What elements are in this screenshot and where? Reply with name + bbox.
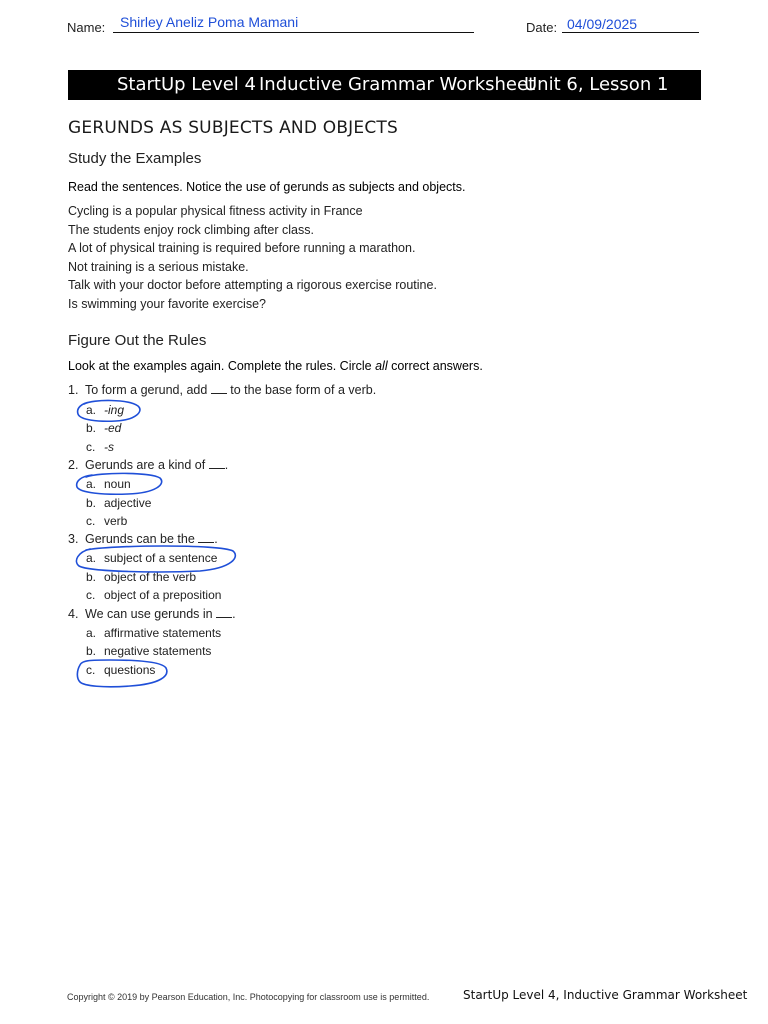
option-text: negative statements bbox=[104, 644, 212, 658]
question-text: Gerunds are a kind of bbox=[85, 458, 209, 472]
question-text: to the base form of a verb. bbox=[226, 383, 377, 397]
option-letter: c. bbox=[86, 440, 96, 454]
option-2c[interactable] bbox=[86, 514, 127, 528]
instruction-text: Look at the examples again. Complete the rules. Circle bbox=[68, 359, 376, 373]
option-4b[interactable] bbox=[86, 644, 211, 658]
option-1b[interactable] bbox=[86, 421, 121, 435]
example-sentence: Not training is a serious mistake. bbox=[68, 259, 249, 274]
option-letter: b. bbox=[86, 496, 97, 510]
option-3c[interactable] bbox=[86, 588, 221, 602]
option-letter: c. bbox=[86, 663, 96, 677]
question-number: 4. bbox=[68, 607, 79, 621]
name-label: Name: bbox=[67, 20, 106, 35]
option-text: -s bbox=[104, 440, 114, 454]
date-underline bbox=[562, 32, 699, 33]
banner-course: StartUp Level 4 bbox=[117, 74, 256, 95]
option-text: verb bbox=[104, 514, 128, 528]
option-letter: a. bbox=[86, 477, 97, 491]
option-text: -ed bbox=[104, 421, 122, 435]
study-instruction: Read the sentences. Notice the use of gerunds as subjects and objects. bbox=[68, 180, 466, 194]
question-1 bbox=[68, 383, 376, 397]
option-1c[interactable] bbox=[86, 440, 114, 454]
instruction-emphasis: all bbox=[375, 359, 388, 373]
option-letter: a. bbox=[86, 551, 97, 565]
option-letter: c. bbox=[86, 588, 96, 602]
answer-blank bbox=[211, 383, 227, 394]
option-letter: c. bbox=[86, 514, 96, 528]
question-3 bbox=[68, 532, 218, 546]
answer-blank bbox=[209, 458, 225, 469]
option-letter: a. bbox=[86, 403, 97, 417]
study-heading: Study the Examples bbox=[68, 150, 202, 167]
banner-unit: Unit 6, Lesson 1 bbox=[524, 74, 669, 95]
answer-blank bbox=[216, 607, 232, 618]
option-letter: b. bbox=[86, 570, 97, 584]
option-text: object of a preposition bbox=[104, 588, 222, 602]
option-2a[interactable] bbox=[86, 477, 131, 491]
worksheet-banner bbox=[68, 70, 701, 100]
question-text: Gerunds can be the bbox=[85, 532, 199, 546]
option-4a[interactable] bbox=[86, 626, 221, 640]
example-sentences bbox=[68, 202, 437, 314]
option-letter: a. bbox=[86, 626, 97, 640]
example-sentence: The students enjoy rock climbing after class. bbox=[68, 222, 314, 237]
option-3a[interactable] bbox=[86, 551, 217, 565]
option-text: affirmative statements bbox=[104, 626, 222, 640]
name-underline bbox=[113, 32, 474, 33]
page-title: GERUNDS AS SUBJECTS AND OBJECTS bbox=[68, 118, 398, 138]
option-letter: b. bbox=[86, 644, 97, 658]
question-number: 1. bbox=[68, 383, 79, 397]
instruction-text: correct answers. bbox=[387, 359, 483, 373]
question-text: . bbox=[232, 607, 236, 621]
option-letter: b. bbox=[86, 421, 97, 435]
option-1a[interactable] bbox=[86, 403, 124, 417]
example-sentence: Cycling is a popular physical fitness activity in France bbox=[68, 204, 363, 218]
option-text: subject of a sentence bbox=[104, 551, 218, 565]
option-text: object of the verb bbox=[104, 570, 197, 584]
question-4 bbox=[68, 607, 236, 621]
copyright-note: Copyright © 2019 by Pearson Education, Inc. Photocopying for classroom use is permitted. bbox=[67, 992, 430, 1002]
banner-worksheet: Inductive Grammar Worksheet bbox=[259, 74, 536, 95]
footer-worksheet-title: StartUp Level 4, Inductive Grammar Worksheet bbox=[463, 988, 748, 1002]
option-text: questions bbox=[104, 663, 156, 677]
rules-heading: Figure Out the Rules bbox=[68, 332, 207, 349]
option-4c[interactable] bbox=[86, 663, 155, 677]
answer-blank bbox=[198, 532, 214, 543]
question-text: . bbox=[214, 532, 218, 546]
date-label: Date: bbox=[526, 20, 558, 35]
question-text: We can use gerunds in bbox=[85, 607, 217, 621]
question-number: 2. bbox=[68, 458, 79, 472]
example-sentence: Is swimming your favorite exercise? bbox=[68, 296, 266, 311]
option-3b[interactable] bbox=[86, 570, 196, 584]
option-text: noun bbox=[104, 477, 131, 491]
example-sentence: Talk with your doctor before attempting a rigorous exercise routine. bbox=[68, 278, 437, 293]
option-text: adjective bbox=[104, 496, 152, 510]
question-number: 3. bbox=[68, 532, 79, 546]
rules-instruction bbox=[68, 359, 483, 373]
name-field[interactable]: Shirley Aneliz Poma Mamani bbox=[120, 14, 299, 30]
example-sentence: A lot of physical training is required before running a marathon. bbox=[68, 241, 416, 256]
question-text: To form a gerund, add bbox=[85, 383, 211, 397]
option-text: -ing bbox=[104, 403, 125, 417]
question-2 bbox=[68, 458, 228, 472]
option-2b[interactable] bbox=[86, 496, 151, 510]
date-field[interactable]: 04/09/2025 bbox=[567, 16, 638, 32]
question-text: . bbox=[224, 458, 229, 472]
